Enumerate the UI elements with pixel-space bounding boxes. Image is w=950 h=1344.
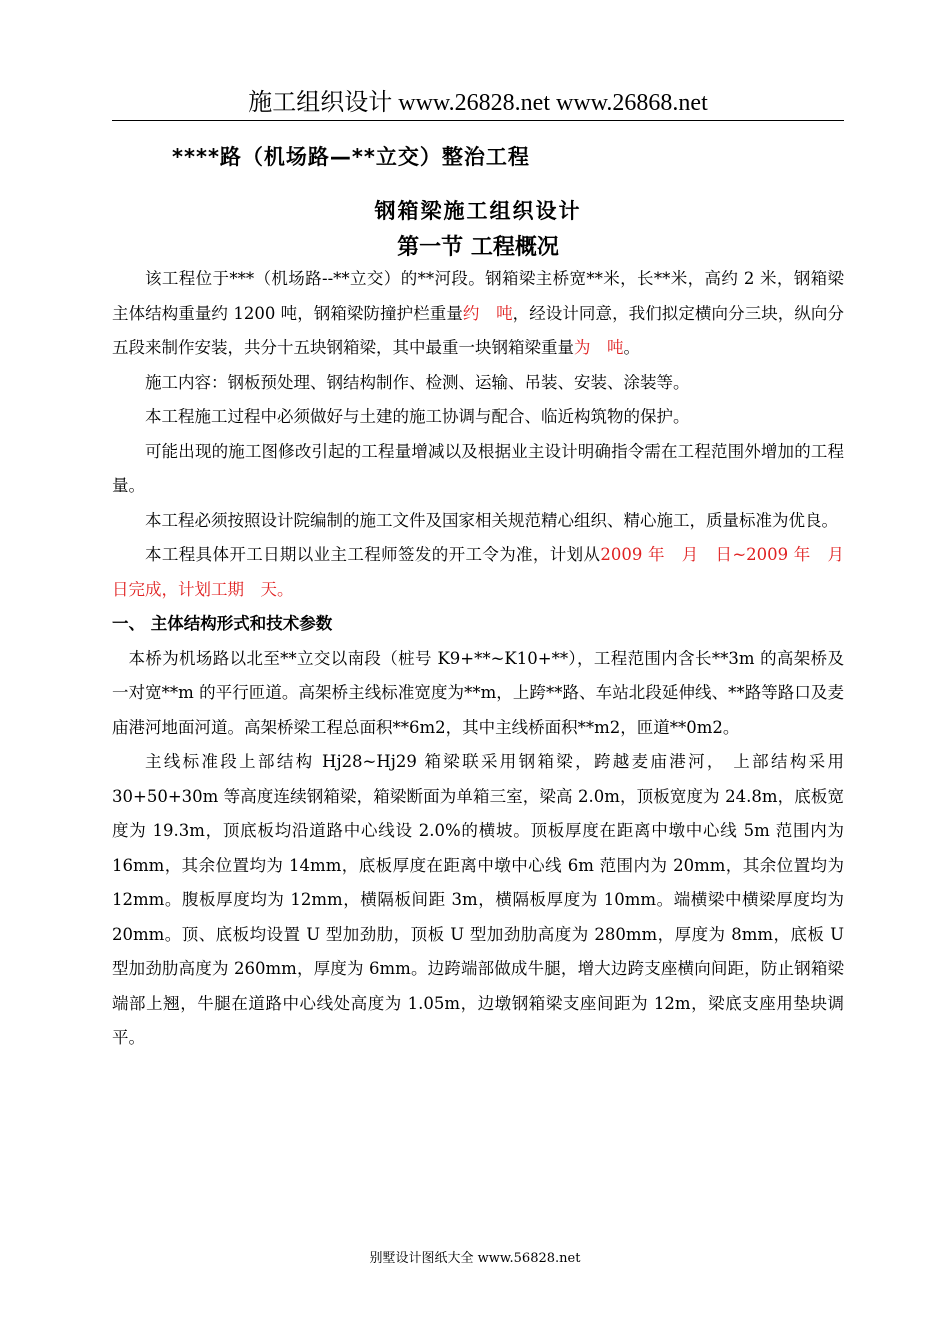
paragraph-schedule: 本工程具体开工日期以业主工程师签发的开工令为准，计划从2009 年 月 日~2009 年 月 日完成，计划工期 天。 bbox=[112, 545, 861, 599]
highlight-weight-guardrail: 约 吨 bbox=[462, 303, 513, 323]
highlight-weight-heaviest: 为 吨 bbox=[574, 338, 624, 357]
header-divider bbox=[112, 120, 844, 121]
subsection-heading: 一、 主体结构形式和技术参数 bbox=[112, 614, 333, 633]
page-footer: 别墅设计图纸大全 www.56828.net bbox=[369, 1251, 581, 1266]
paragraph-scope: 施工内容：钢板预处理、钢结构制作、检测、运输、吊装、安装、涂装等。 bbox=[145, 372, 690, 392]
paragraph-bridge-description: 本桥为机场路以北至**立交以南段（桩号 K9+**~K10+**），工程范围内含长**3m 的高架桥及一对宽**m 的平行匝道。高架桥主线标准宽度为**m，上跨**路、车站北段延伸线、**路等路口及麦庙港河地面河道。高架桥梁工程总面积**6m2，其中主线桥面积**m2，匝道**0m2。 bbox=[112, 648, 844, 737]
paragraph-overview: 该工程位于***（机场路--**立交）的**河段。钢箱梁主桥宽**米，长**米，高约 2 米，钢箱梁主体结构重量约 1200 吨，钢箱梁防撞护栏重量约 吨，经设计同意，我们拟定横向分三块，纵向分五段来制作安装，共分十五块钢箱梁，其中最重一块钢箱梁重量为 吨。 bbox=[112, 269, 845, 357]
document-title: 钢箱梁施工组织设计 bbox=[374, 199, 582, 223]
project-title: ****路（机场路—**立交）整治工程 bbox=[172, 145, 530, 169]
paragraph-structure-params: 主线标准段上部结构 Hj28~Hj29 箱梁联采用钢箱梁，跨越麦庙港河， 上部结构采用 30+50+30m 等高度连续钢箱梁，箱梁断面为单箱三室，梁高 2.0m，顶板宽度为 24.8m，底板宽度为 19.3m，顶底板均沿道路中心线设 2.0%的横坡。顶板厚度在距离中墩中心线 5m 范围内为 16mm，其余位置均为 14mm，底板厚度在距离中墩中心线 6m 范围内为 20mm，其余位置均为 12mm。腹板厚度均为 12mm，横隔板间距 3m，横隔板厚度为 10mm。端横梁中横梁厚度均为 20mm。顶、底板均设置 U 型加劲肋，顶板 U 型加劲肋高度为 280mm，厚度为 8mm，底板 U 型加劲肋高度为 260mm，厚度为 6mm。边跨端部做成牛腿，增大边跨支座横向间距，防止钢箱梁端部上翘，牛腿在道路中心线处高度为 1.05m，边墩钢箱梁支座间距为 12m，梁底支座用垫块调平。 bbox=[112, 752, 845, 1047]
document-body bbox=[112, 262, 861, 1056]
section-title: 第一节 工程概况 bbox=[397, 235, 559, 260]
paragraph-changes: 可能出现的施工图修改引起的工程量增减以及根据业主设计明确指令需在工程范围外增加的工程量。 bbox=[112, 441, 844, 495]
page-header: 施工组织设计 www.26828.net www.26868.net bbox=[248, 90, 708, 116]
highlight-schedule-dates: 2009 年 月 日~2009 年 月 日完成，计划工期 天。 bbox=[112, 545, 861, 599]
paragraph-quality: 本工程必须按照设计院编制的施工文件及国家相关规范精心组织、精心施工，质量标准为优良。 bbox=[145, 510, 838, 530]
paragraph-coordination: 本工程施工过程中必须做好与土建的施工协调与配合、临近构筑物的保护。 bbox=[145, 407, 690, 426]
